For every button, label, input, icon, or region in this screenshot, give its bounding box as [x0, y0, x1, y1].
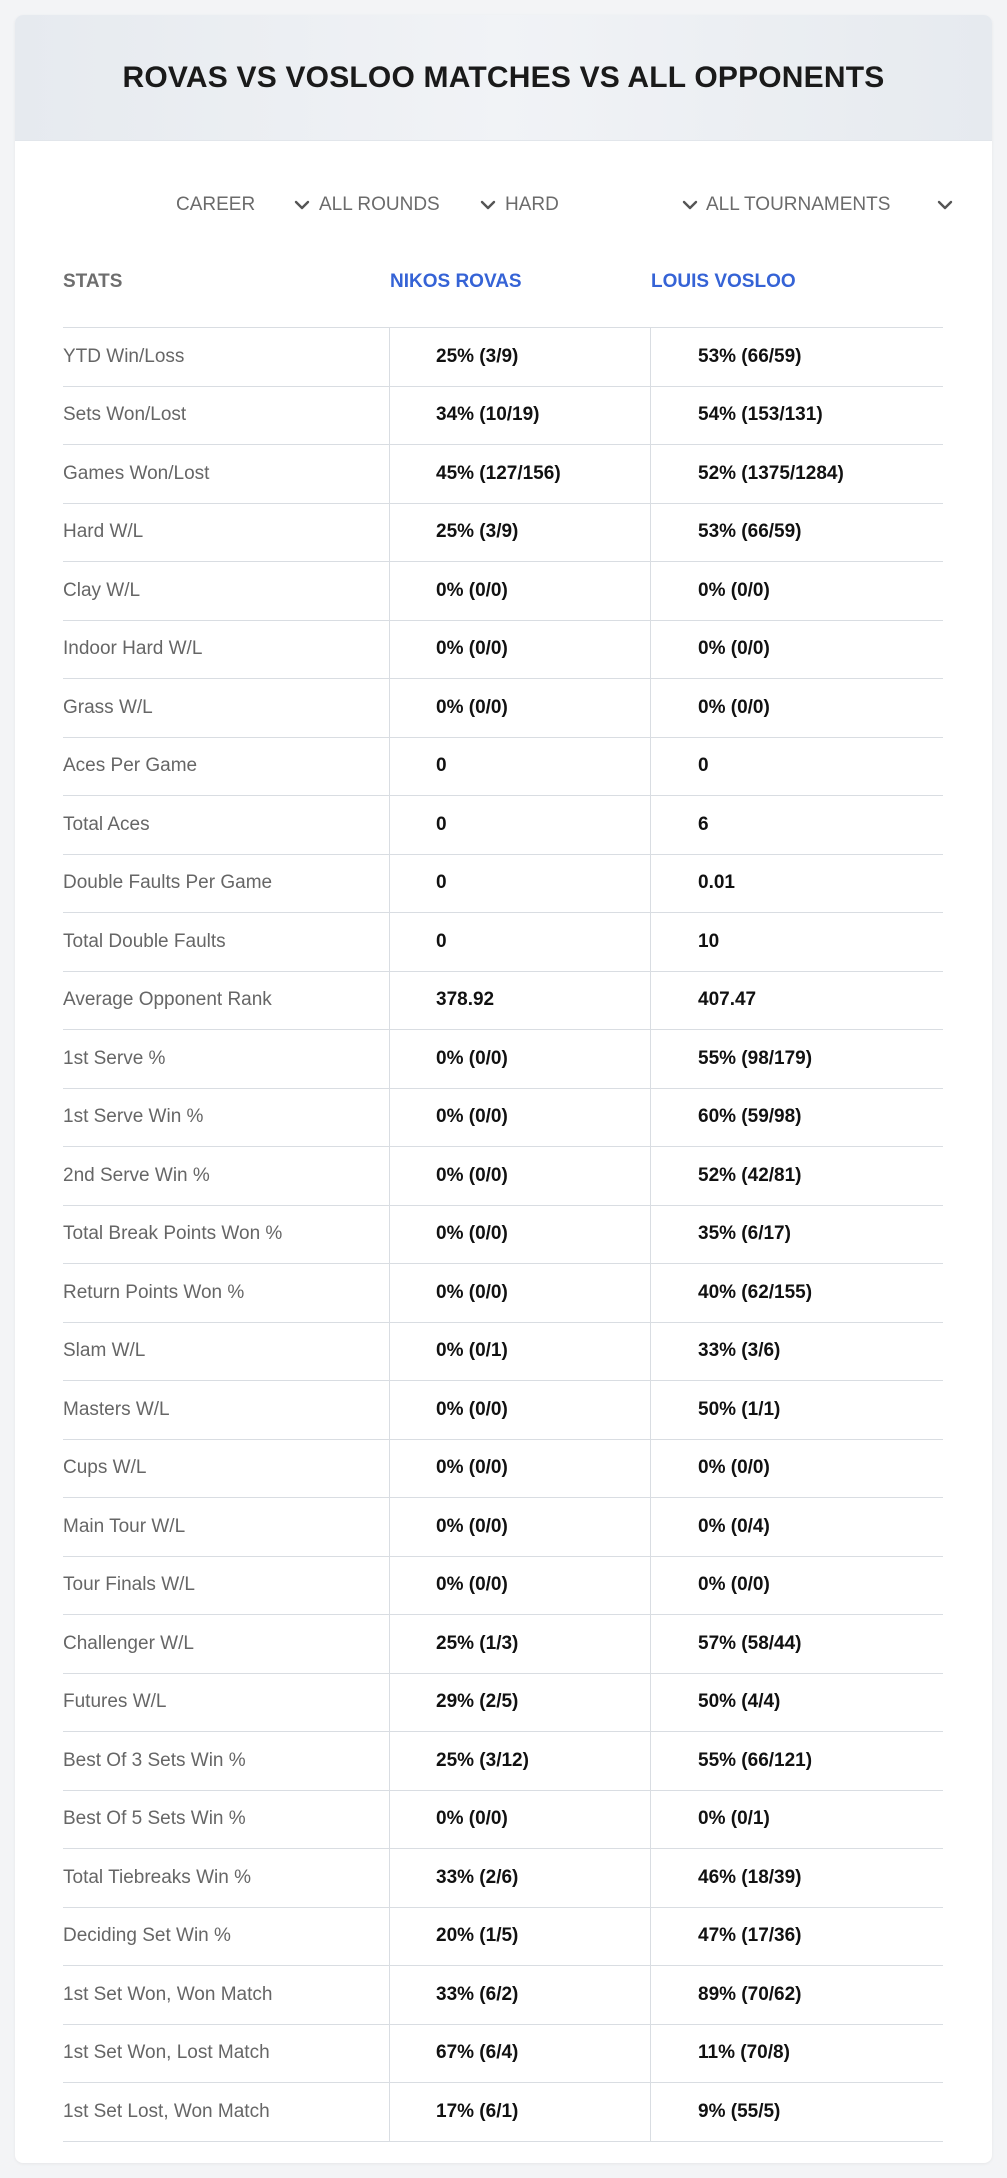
table-row — [63, 1908, 943, 1967]
player2-value: 0% (0/0) — [650, 679, 943, 737]
table-row — [63, 562, 943, 621]
page-title: ROVAS VS VOSLOO MATCHES VS ALL OPPONENTS — [122, 60, 885, 94]
player2-value: 54% (153/131) — [650, 387, 943, 445]
table-row — [63, 621, 943, 680]
stat-label: Sets Won/Lost — [63, 404, 187, 426]
player2-value: 10 — [650, 913, 943, 971]
stat-label: Aces Per Game — [63, 755, 198, 777]
career-filter-select[interactable] — [176, 185, 313, 225]
player1-value: 0% (0/0) — [389, 1557, 649, 1615]
table-row — [63, 855, 943, 914]
stat-label: YTD Win/Loss — [63, 345, 185, 367]
player1-value: 378.92 — [389, 972, 649, 1030]
player1-value: 0% (0/0) — [389, 679, 649, 737]
stat-label: Return Points Won % — [63, 1281, 245, 1303]
player1-value: 0 — [389, 796, 649, 854]
player2-value: 47% (17/36) — [650, 1908, 943, 1966]
stat-label: 1st Serve Win % — [63, 1106, 204, 1128]
stats-table — [63, 253, 943, 2142]
table-row — [63, 1206, 943, 1265]
player1-value: 0% (0/0) — [389, 1791, 649, 1849]
table-row — [63, 1498, 943, 1557]
table-row — [63, 1732, 943, 1791]
table-row — [63, 387, 943, 446]
stat-label: 1st Set Won, Lost Match — [63, 2042, 270, 2064]
player2-value: 50% (4/4) — [650, 1674, 943, 1732]
player2-value: 53% (66/59) — [650, 328, 943, 386]
table-row — [63, 2025, 943, 2084]
table-row — [63, 1849, 943, 1908]
player2-value: 0 — [650, 738, 943, 796]
table-row — [63, 1791, 943, 1850]
player1-value: 0% (0/0) — [389, 1381, 649, 1439]
player2-value: 60% (59/98) — [650, 1089, 943, 1147]
table-body — [63, 328, 943, 2142]
player1-value: 0 — [389, 913, 649, 971]
surface-filter-select[interactable] — [505, 185, 701, 225]
table-header — [63, 253, 943, 328]
player1-value: 25% (3/12) — [389, 1732, 649, 1790]
player1-value: 0 — [389, 738, 649, 796]
stat-label: Average Opponent Rank — [63, 989, 272, 1011]
player2-value: 0% (0/1) — [650, 1791, 943, 1849]
player1-value: 0% (0/0) — [389, 621, 649, 679]
stat-label: Cups W/L — [63, 1457, 147, 1479]
player2-value: 6 — [650, 796, 943, 854]
player1-value: 0% (0/1) — [389, 1323, 649, 1381]
stat-label: Best Of 3 Sets Win % — [63, 1749, 246, 1771]
player2-value: 0.01 — [650, 855, 943, 913]
stat-label: Indoor Hard W/L — [63, 638, 203, 660]
table-row — [63, 738, 943, 797]
table-row — [63, 1147, 943, 1206]
player1-value: 0% (0/0) — [389, 1264, 649, 1322]
table-row — [63, 796, 943, 855]
filter-value: ALL ROUNDS — [319, 194, 440, 215]
filter-value: CAREER — [176, 194, 256, 215]
stat-label: Games Won/Lost — [63, 462, 210, 484]
stat-label: Deciding Set Win % — [63, 1925, 231, 1947]
player2-value: 89% (70/62) — [650, 1966, 943, 2024]
chevron-down-icon — [291, 194, 313, 216]
chevron-down-icon — [477, 194, 499, 216]
page-header — [15, 15, 992, 141]
player1-value: 33% (2/6) — [389, 1849, 649, 1907]
table-row — [63, 1557, 943, 1616]
table-row — [63, 1089, 943, 1148]
player1-value: 0% (0/0) — [389, 1089, 649, 1147]
stats-column-header: STATS — [63, 271, 123, 292]
table-row — [63, 1381, 943, 1440]
player1-value: 0 — [389, 855, 649, 913]
stat-label: Total Double Faults — [63, 930, 226, 952]
table-row — [63, 1030, 943, 1089]
player2-value: 50% (1/1) — [650, 1381, 943, 1439]
player1-value: 20% (1/5) — [389, 1908, 649, 1966]
filter-bar — [15, 185, 992, 225]
stat-label: Challenger W/L — [63, 1632, 194, 1654]
player1-value: 25% (3/9) — [389, 504, 649, 562]
table-row — [63, 328, 943, 387]
player2-value: 0% (0/0) — [650, 562, 943, 620]
player2-value: 407.47 — [650, 972, 943, 1030]
player2-value: 57% (58/44) — [650, 1615, 943, 1673]
player1-value: 0% (0/0) — [389, 1498, 649, 1556]
player1-value: 0% (0/0) — [389, 562, 649, 620]
chevron-down-icon — [934, 194, 956, 216]
stat-label: Futures W/L — [63, 1691, 167, 1713]
table-row — [63, 913, 943, 972]
stat-label: Total Break Points Won % — [63, 1223, 283, 1245]
player2-value: 46% (18/39) — [650, 1849, 943, 1907]
stats-card — [15, 15, 992, 2163]
player2-value: 52% (1375/1284) — [650, 445, 943, 503]
player1-value: 25% (1/3) — [389, 1615, 649, 1673]
table-row — [63, 2083, 943, 2142]
player1-value: 34% (10/19) — [389, 387, 649, 445]
stat-label: Clay W/L — [63, 579, 141, 601]
stat-label: Total Aces — [63, 813, 150, 835]
table-row — [63, 1323, 943, 1382]
table-row — [63, 1615, 943, 1674]
player2-value: 0% (0/0) — [650, 1557, 943, 1615]
table-row — [63, 1264, 943, 1323]
stat-label: Slam W/L — [63, 1340, 146, 1362]
player1-value: 45% (127/156) — [389, 445, 649, 503]
stat-label: Masters W/L — [63, 1398, 170, 1420]
player1-value: 67% (6/4) — [389, 2025, 649, 2083]
player2-value: 9% (55/5) — [650, 2083, 943, 2141]
player1-value: 29% (2/5) — [389, 1674, 649, 1732]
player2-value: 0% (0/0) — [650, 1440, 943, 1498]
table-row — [63, 1440, 943, 1499]
table-row — [63, 504, 943, 563]
table-row — [63, 972, 943, 1031]
player2-value: 55% (66/121) — [650, 1732, 943, 1790]
player2-value: 40% (62/155) — [650, 1264, 943, 1322]
stat-label: Hard W/L — [63, 521, 144, 543]
player2-value: 0% (0/4) — [650, 1498, 943, 1556]
table-row — [63, 1674, 943, 1733]
player1-value: 0% (0/0) — [389, 1147, 649, 1205]
table-row — [63, 679, 943, 738]
player2-value: 35% (6/17) — [650, 1206, 943, 1264]
table-row — [63, 445, 943, 504]
player2-value: 0% (0/0) — [650, 621, 943, 679]
stat-label: Main Tour W/L — [63, 1515, 186, 1537]
filter-value: HARD — [505, 194, 559, 215]
player1-value: 0% (0/0) — [389, 1440, 649, 1498]
player2-value: 33% (3/6) — [650, 1323, 943, 1381]
stat-label: Total Tiebreaks Win % — [63, 1866, 251, 1888]
stat-label: Double Faults Per Game — [63, 872, 273, 894]
rounds-filter-select[interactable] — [319, 185, 499, 225]
player1-value: 33% (6/2) — [389, 1966, 649, 2024]
player1-link[interactable]: NIKOS ROVAS — [390, 271, 522, 292]
filter-value: ALL TOURNAMENTS — [706, 194, 891, 215]
stat-label: 1st Set Won, Won Match — [63, 1983, 273, 2005]
stat-label: Best Of 5 Sets Win % — [63, 1808, 246, 1830]
stat-label: Tour Finals W/L — [63, 1574, 195, 1596]
stat-label: 2nd Serve Win % — [63, 1164, 210, 1186]
player1-value: 17% (6/1) — [389, 2083, 649, 2141]
player2-link[interactable]: LOUIS VOSLOO — [651, 271, 796, 292]
player2-value: 53% (66/59) — [650, 504, 943, 562]
stat-label: 1st Set Lost, Won Match — [63, 2100, 270, 2122]
player1-value: 0% (0/0) — [389, 1206, 649, 1264]
stat-label: 1st Serve % — [63, 1047, 166, 1069]
player2-value: 55% (98/179) — [650, 1030, 943, 1088]
tournaments-filter-select[interactable] — [706, 185, 956, 225]
player1-value: 25% (3/9) — [389, 328, 649, 386]
player2-value: 52% (42/81) — [650, 1147, 943, 1205]
table-row — [63, 1966, 943, 2025]
chevron-down-icon — [679, 194, 701, 216]
stat-label: Grass W/L — [63, 696, 153, 718]
player2-value: 11% (70/8) — [650, 2025, 943, 2083]
player1-value: 0% (0/0) — [389, 1030, 649, 1088]
